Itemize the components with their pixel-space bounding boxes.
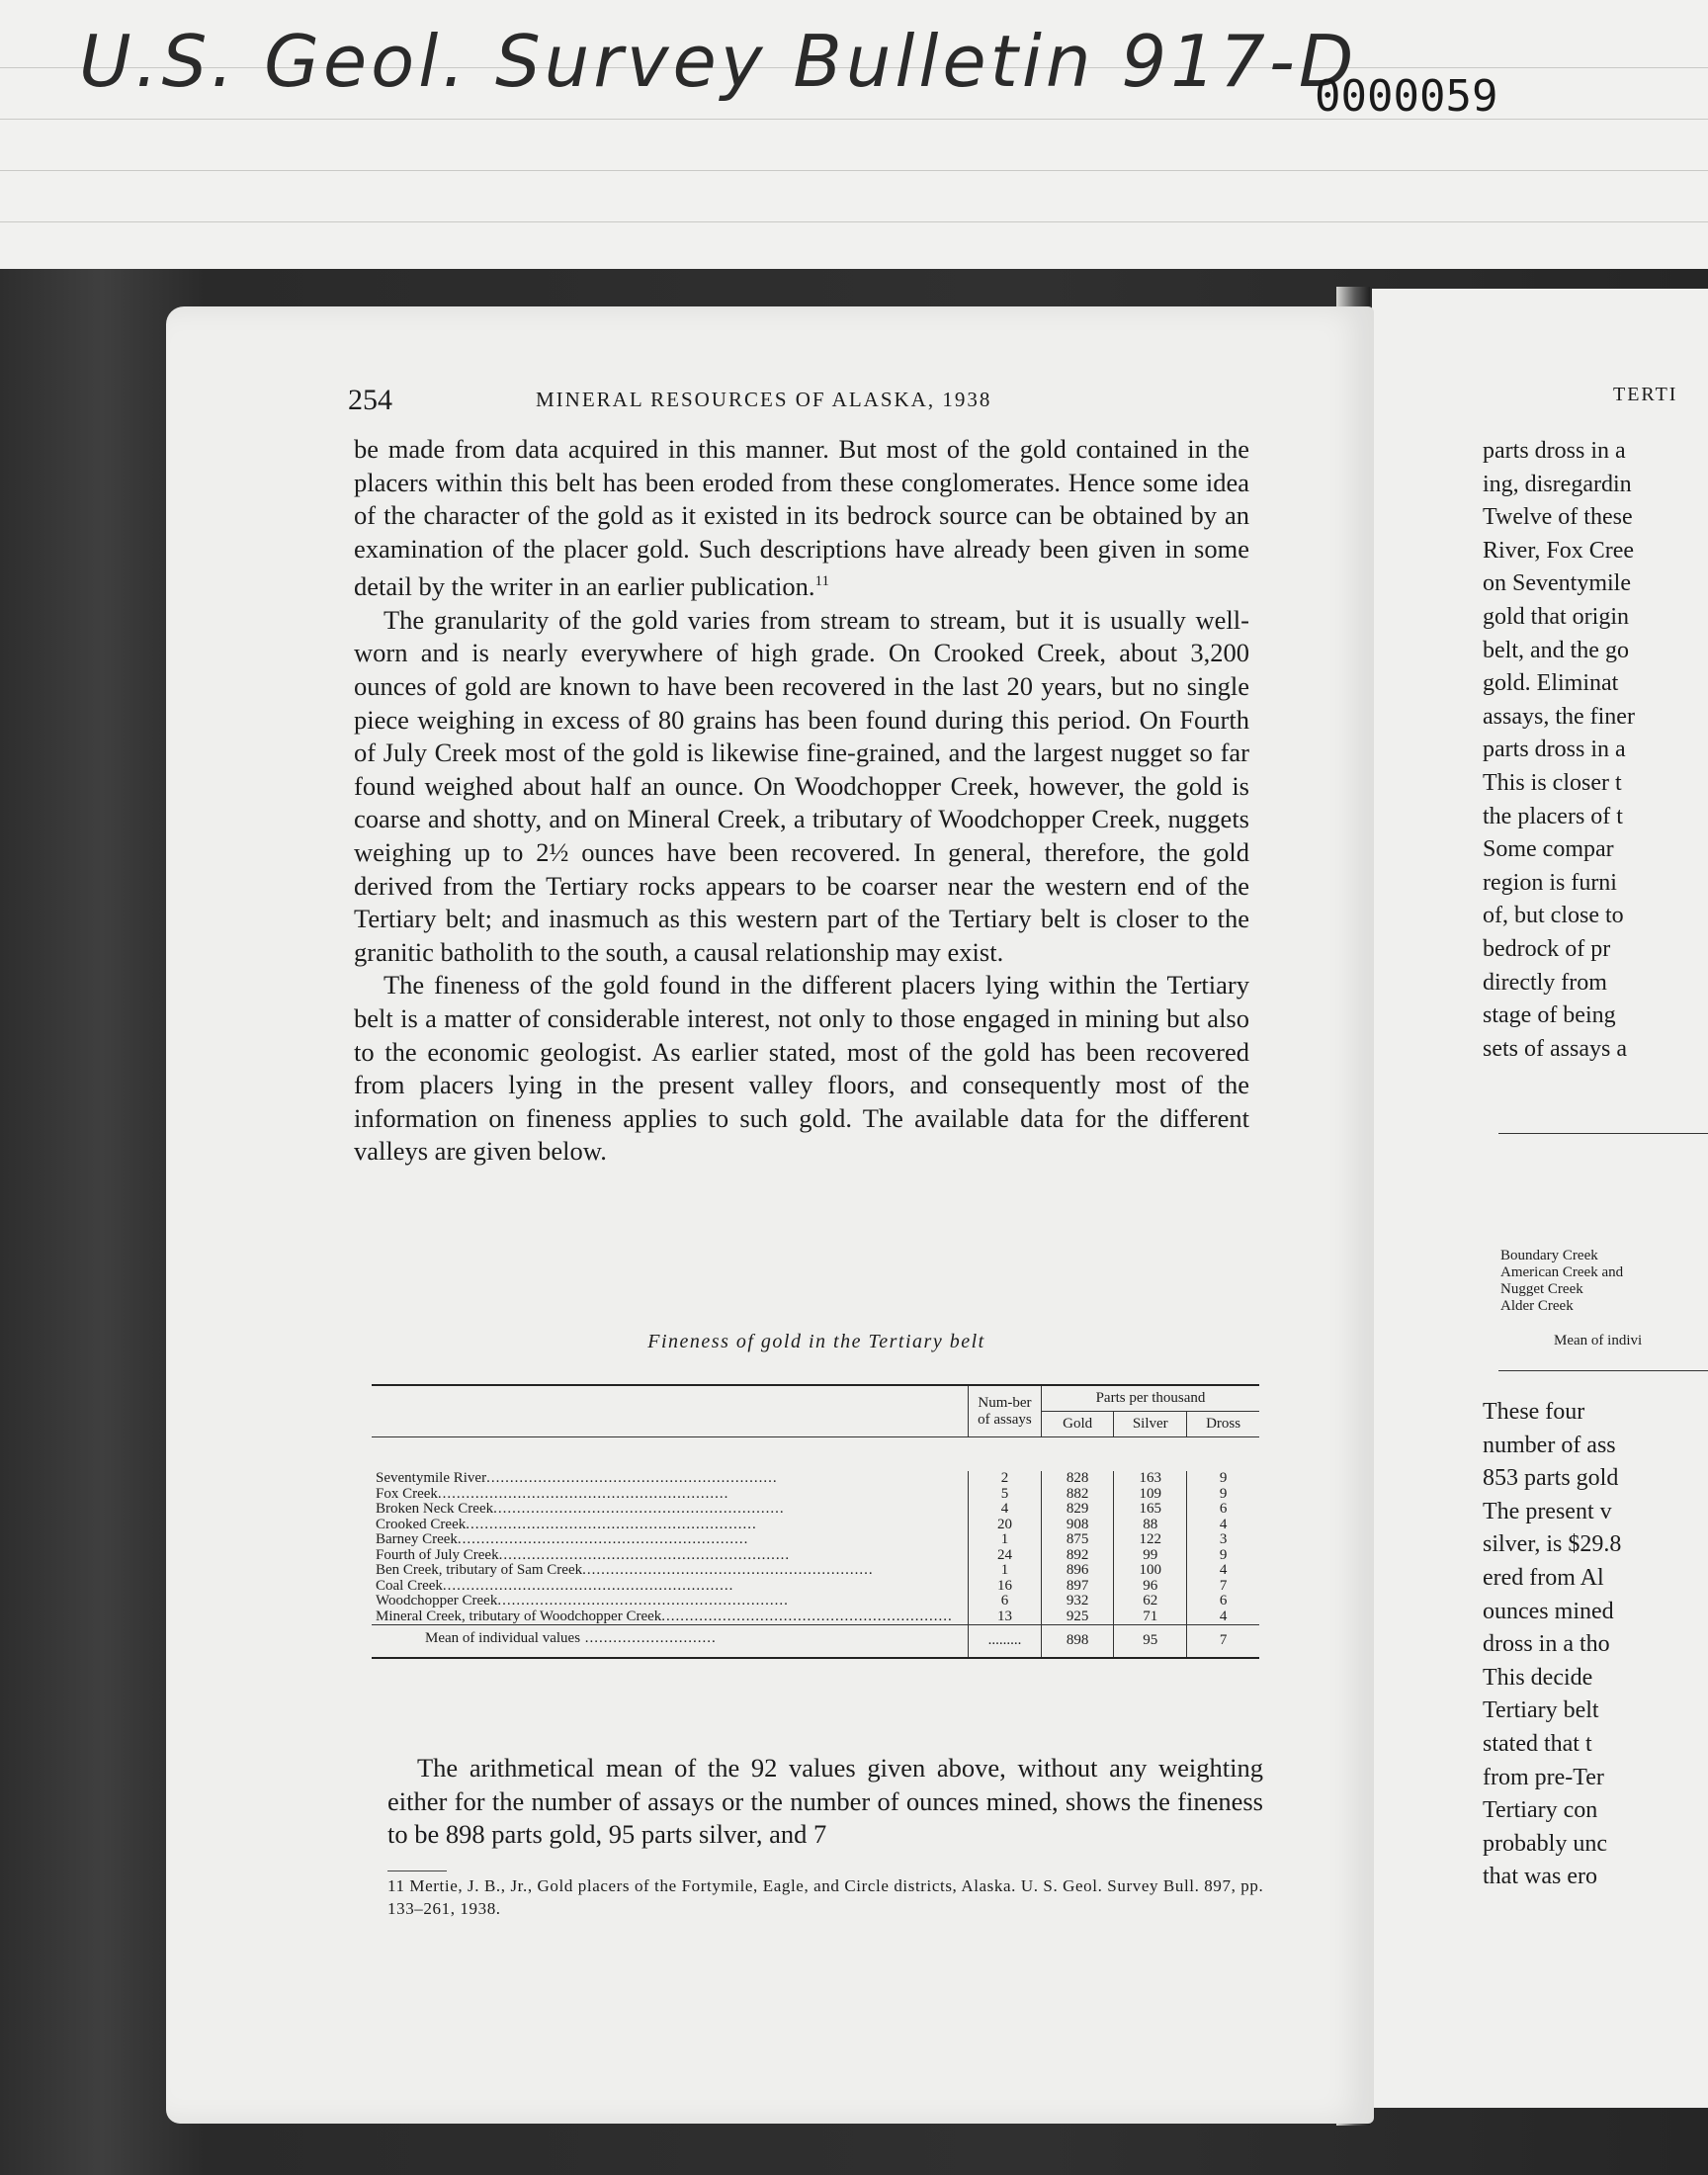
row-silver: 109: [1114, 1487, 1187, 1503]
row-dross: 4: [1187, 1563, 1259, 1579]
footnote: 11 Mertie, J. B., Jr., Gold placers of the Fortymile, Eagle, and Circle districts, Alaska. U. S. Geol. Survey Bull. 897, pp. 133–261, 1938.: [387, 1876, 1264, 1918]
right-page-line: ounces mined: [1483, 1598, 1614, 1624]
fineness-table: [372, 1384, 1259, 1659]
row-assays: 6: [968, 1594, 1041, 1610]
right-page-line: on Seventymile: [1483, 570, 1631, 597]
row-silver: 71: [1114, 1610, 1187, 1625]
row-name: Crooked Creek..............................................................: [376, 1517, 757, 1532]
right-page-line: that was ero: [1483, 1864, 1597, 1890]
right-page-line: This is closer t: [1483, 769, 1622, 796]
ruled-line: [0, 221, 1708, 222]
right-page-line: This decide: [1483, 1664, 1593, 1691]
row-name: Coal Creek..............................................................: [376, 1578, 734, 1594]
row-assays: 4: [968, 1502, 1041, 1518]
right-column-bottom: [1483, 1396, 1708, 1894]
row-gold: 882: [1041, 1487, 1113, 1503]
row-dross: 9: [1187, 1471, 1259, 1487]
table-row: [372, 1548, 1259, 1564]
right-page-line: probably unc: [1483, 1830, 1607, 1857]
right-page-line: parts dross in a: [1483, 438, 1626, 464]
row-dross: 4: [1187, 1610, 1259, 1625]
row-assays: 1: [968, 1563, 1041, 1579]
paragraph-2: The granularity of the gold varies from stream to stream, but it is usually well-worn and is nearly everywhere of high grade. On Crooked Creek, about 3,200 ounces of gold are known to have been recovered in the last 20 years, but no single piece weighing in excess of 80 grains has been found during this period. On Fourth of July Creek most of the gold is likewise fine-grained, and the largest nugget so far found weighed about half an ounce. On Woodchopper Creek, however, the gold is coarse and shotty, and on Mineral Creek, a tributary of Woodchopper Creek, nuggets weighing up to 2½ ounces have been recovered. In general, therefore, the gold derived from the Tertiary rocks appears to be coarser near the western end of the Tertiary belt; and inasmuch as this western part of the Tertiary belt is closer to the granitic batholith to the south, a causal relationship may exist.: [354, 604, 1249, 967]
row-silver: 88: [1114, 1518, 1187, 1533]
body-text-top: [354, 433, 1249, 1169]
row-silver: 96: [1114, 1579, 1187, 1595]
paragraph-3: The fineness of the gold found in the different placers lying within the Tertiary belt is a matter of considerable interest, not only to those engaged in mining but also to the economic geologist. As earlier stated, most of the gold has been recovered from placers lying in the present valley floors, and consequently most of the information on fineness applies to such gold. The available data for the different valleys are given below.: [354, 970, 1249, 1167]
right-table-rule: [1498, 1133, 1708, 1134]
right-page-line: region is furni: [1483, 869, 1617, 896]
right-page-line: 853 parts gold: [1483, 1465, 1619, 1492]
notebook-strip: [0, 0, 1708, 287]
handwritten-title: U.S. Geol. Survey Bulletin 917-D: [79, 20, 1358, 103]
right-page-line: number of ass: [1483, 1432, 1616, 1458]
right-page-line: dross in a tho: [1483, 1631, 1610, 1658]
table-header-blank: [372, 1386, 968, 1437]
table-row: [372, 1610, 1259, 1625]
header-silver: Silver: [1114, 1412, 1187, 1437]
row-name: Barney Creek..............................................................: [376, 1532, 749, 1547]
table-row: [372, 1579, 1259, 1595]
header-dross: Dross: [1187, 1412, 1259, 1437]
document-number: 0000059: [1315, 71, 1498, 122]
right-page-line: ing, disregardin: [1483, 471, 1632, 497]
table-row: [372, 1594, 1259, 1610]
right-page-line: American Creek and: [1500, 1264, 1624, 1280]
row-assays: 1: [968, 1532, 1041, 1548]
row-gold: 892: [1041, 1548, 1113, 1564]
right-page-line: Tertiary con: [1483, 1797, 1598, 1824]
right-column-top: [1483, 435, 1708, 1066]
header-gold: Gold: [1041, 1412, 1113, 1437]
right-page-line: from pre-Ter: [1483, 1764, 1604, 1790]
mean-silver: 95: [1114, 1625, 1187, 1657]
right-page-line: Twelve of these: [1483, 504, 1633, 531]
row-gold: 908: [1041, 1518, 1113, 1533]
right-page-line: The present v: [1483, 1498, 1612, 1524]
row-name: Seventymile River..............................................................: [376, 1471, 778, 1486]
row-name: Broken Neck Creek..............................................................: [376, 1502, 785, 1517]
row-dross: 7: [1187, 1579, 1259, 1595]
mean-assays: .........: [968, 1625, 1041, 1657]
header-assays: Num-ber of assays: [968, 1386, 1041, 1437]
right-page-line: gold that origin: [1483, 603, 1629, 630]
right-page-line: belt, and the go: [1483, 637, 1629, 663]
right-table-rule-bottom: [1498, 1370, 1708, 1371]
right-page-line: of, but close to: [1483, 903, 1624, 929]
row-gold: 828: [1041, 1471, 1113, 1487]
table-row: [372, 1471, 1259, 1487]
right-running-head: TERTI: [1613, 384, 1678, 405]
row-gold: 875: [1041, 1532, 1113, 1548]
row-name: Mineral Creek, tributary of Woodchopper Creek..............................................................: [376, 1609, 953, 1624]
mean-dross: 7: [1187, 1625, 1259, 1657]
row-silver: 62: [1114, 1594, 1187, 1610]
right-page-line: River, Fox Cree: [1483, 537, 1635, 564]
table-caption: Fineness of gold in the Tertiary belt: [647, 1331, 985, 1352]
right-page-line: sets of assays a: [1483, 1035, 1627, 1062]
right-page-line: parts dross in a: [1483, 737, 1626, 763]
right-page-line: ered from Al: [1483, 1564, 1604, 1591]
right-page-line: directly from: [1483, 969, 1607, 996]
row-silver: 122: [1114, 1532, 1187, 1548]
row-gold: 925: [1041, 1610, 1113, 1625]
header-parts-per-thousand: Parts per thousand: [1041, 1386, 1259, 1412]
row-gold: 932: [1041, 1594, 1113, 1610]
row-dross: 4: [1187, 1518, 1259, 1533]
row-assays: 13: [968, 1610, 1041, 1625]
right-page-line: stage of being: [1483, 1002, 1616, 1029]
right-table-rows: [1500, 1248, 1708, 1315]
right-table-mean: Mean of indivi: [1554, 1333, 1643, 1348]
row-name: Ben Creek, tributary of Sam Creek..............................................................: [376, 1563, 874, 1578]
paragraph-1: be made from data acquired in this manner. But most of the gold contained in the placers within this belt has been eroded from these conglomerates. Hence some idea of the character of the gold as it existed in its bedrock source can be obtained by an examination of the placer gold. Such descriptions have already been given in some detail by the writer in an earlier publication.$^{11}$: [354, 434, 1249, 602]
right-page-line: Boundary Creek: [1500, 1248, 1598, 1263]
paragraph-after-table: The arithmetical mean of the 92 values given above, without any weighting either for the number of assays or the number of ounces mined, shows the fineness to be 898 parts gold, 95 parts silver, and 7: [387, 1753, 1263, 1850]
mean-row: [372, 1625, 1259, 1657]
row-name: Woodchopper Creek..............................................................: [376, 1594, 789, 1609]
row-silver: 165: [1114, 1502, 1187, 1518]
ruled-line: [0, 170, 1708, 171]
row-assays: 16: [968, 1579, 1041, 1595]
row-dross: 9: [1187, 1548, 1259, 1564]
footnote-rule: [387, 1870, 447, 1871]
page-header: [348, 384, 1336, 423]
row-assays: 20: [968, 1518, 1041, 1533]
row-name: Fourth of July Creek..............................................................: [376, 1547, 791, 1563]
right-page-line: Nugget Creek: [1500, 1281, 1583, 1297]
right-page-line: the placers of t: [1483, 803, 1623, 829]
mean-label: Mean of individual values ............................: [372, 1625, 968, 1657]
table-row: [372, 1563, 1259, 1579]
row-silver: 163: [1114, 1471, 1187, 1487]
right-page-line: Alder Creek: [1500, 1298, 1574, 1314]
row-dross: 6: [1187, 1594, 1259, 1610]
running-head: MINERAL RESOURCES OF ALASKA, 1938: [536, 388, 992, 411]
row-gold: 897: [1041, 1579, 1113, 1595]
table-row: [372, 1532, 1259, 1548]
row-dross: 6: [1187, 1502, 1259, 1518]
mean-gold: 898: [1041, 1625, 1113, 1657]
row-gold: 896: [1041, 1563, 1113, 1579]
row-dross: 9: [1187, 1487, 1259, 1503]
right-page-line: stated that t: [1483, 1730, 1592, 1757]
body-text-bottom: [387, 1752, 1263, 1852]
row-gold: 829: [1041, 1502, 1113, 1518]
right-page-line: Some compar: [1483, 836, 1614, 863]
row-assays: 24: [968, 1548, 1041, 1564]
footnote-ref: 11: [814, 573, 829, 590]
row-silver: 100: [1114, 1563, 1187, 1579]
row-dross: 3: [1187, 1532, 1259, 1548]
table-row: [372, 1487, 1259, 1503]
right-page-line: These four: [1483, 1399, 1585, 1425]
right-page-line: Tertiary belt: [1483, 1697, 1599, 1724]
table-body: [372, 1471, 1259, 1625]
page-number: 254: [348, 384, 392, 416]
row-silver: 99: [1114, 1548, 1187, 1564]
row-name: Fox Creek..............................................................: [376, 1486, 729, 1502]
row-assays: 5: [968, 1487, 1041, 1503]
right-page-line: assays, the finer: [1483, 703, 1635, 730]
table-row: [372, 1502, 1259, 1518]
table-row: [372, 1518, 1259, 1533]
right-page-line: gold. Eliminat: [1483, 670, 1619, 697]
right-page-line: bedrock of pr: [1483, 935, 1611, 962]
row-assays: 2: [968, 1471, 1041, 1487]
right-page-line: silver, is $29.8: [1483, 1531, 1622, 1558]
